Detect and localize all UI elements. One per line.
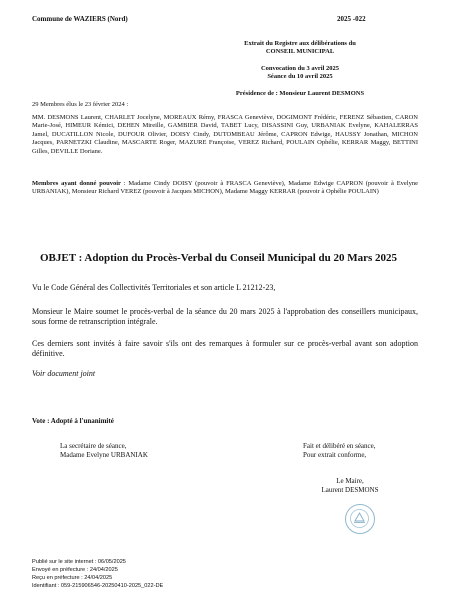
paragraph-proposal: Monsieur le Maire soumet le procès-verbal de la séance du 20 mars 2025 à l'approbation des conseillers municipaux, sous forme de retranscription intégrale. xyxy=(32,307,418,326)
official-seal-icon xyxy=(345,504,375,534)
presidence: Présidence de : Monsieur Laurent DESMONS xyxy=(235,89,365,97)
secretary-name: Madame Evelyne URBANIAK xyxy=(60,451,148,459)
certification-block xyxy=(303,442,376,460)
proxy-label: Membres ayant donné pouvoir xyxy=(32,180,121,187)
certification-line2: Pour extrait conforme, xyxy=(303,451,367,459)
members-count: 29 Membres élus le 23 février 2024 : xyxy=(32,101,129,108)
secretary-block xyxy=(60,442,148,460)
secretary-title: La secrétaire de séance, xyxy=(60,442,127,450)
commune-header: Commune de WAZIERS (Nord) xyxy=(32,15,128,23)
paragraph-vu: Vu le Code Général des Collectivités Territoriales et son article L 21212-23, xyxy=(32,283,276,292)
members-list: MM. DESMONS Laurent, CHARLET Jocelyne, MOREAUX Rémy, FRASCA Geneviève, DOGIMONT Frédéric, FERENZ Sébastien, CARON Marie-José, HIMEUR Kémici, DEHEN Mireille, GAMBIER David, TABET Lucy, DISASSINI Guy, URBANIAK Evelyne, KAHALERRAS Jamel, DUCATILLON Nicole, DUFOUR Olivier, DOISY Cindy, DUTOMBEAU Jérôme, CAPRON Edwige, HAUSSY Jonathan, MICHON Jacques, PARNETZKI Claudine, MASCARTE Roger, MAZURE Françoise, VEREZ Richard, POULAIN Ophélie, KERRAR Maggy, BETTINI Gilles, DEVILLE Doriane. xyxy=(32,114,418,155)
footer-sent: Envoyé en préfecture : 24/04/2025 xyxy=(32,567,118,573)
mayor-block xyxy=(310,477,390,495)
certification-line1: Fait et délibéré en séance, xyxy=(303,442,376,450)
seance-date: Séance du 10 avril 2025 xyxy=(267,73,333,81)
proxy-members xyxy=(32,180,418,197)
proxy-text: : Madame Cindy DOISY (pouvoir à FRASCA Geneviève), Madame Edwige CAPRON (pouvoir à Evelyne URBANIAK), Monsieur Richard VEREZ (pouvoir à Jacques MICHON), Madame Maggy KERRAR (pouvoir à Ophélie POULAIN) xyxy=(32,180,418,196)
deliberation-reference: 2025 -022 xyxy=(337,15,366,23)
extract-title-line2: CONSEIL MUNICIPAL xyxy=(265,48,335,56)
mayor-name: Laurent DESMONS xyxy=(321,486,379,494)
paragraph-remarks: Ces derniers sont invités à faire savoir s'ils ont des remarques à formuler sur ce procès-verbal avant son adoption définitive. xyxy=(32,339,418,358)
mayor-title: Le Maire, xyxy=(336,477,364,485)
vote-result: Vote : Adopté à l'unanimité xyxy=(32,417,114,425)
objet-title: OBJET : Adoption du Procès-Verbal du Conseil Municipal du 20 Mars 2025 xyxy=(40,252,398,264)
footer-published: Publié sur le site internet : 06/05/2025 xyxy=(32,559,126,565)
transmission-footer xyxy=(32,558,163,590)
footer-received: Reçu en préfecture : 24/04/2025 xyxy=(32,575,113,581)
seal-emblem-icon xyxy=(346,505,373,532)
paragraph-attached-document: Voir document joint xyxy=(32,369,96,378)
extract-title-line1: Extrait du Registre aux délibérations du xyxy=(244,40,356,47)
extract-block xyxy=(200,40,400,98)
footer-identifier: Identifiant : 059-215906546-20250410-2025_022-DE xyxy=(32,583,164,589)
convocation-date: Convocation du 3 avril 2025 xyxy=(260,64,339,72)
